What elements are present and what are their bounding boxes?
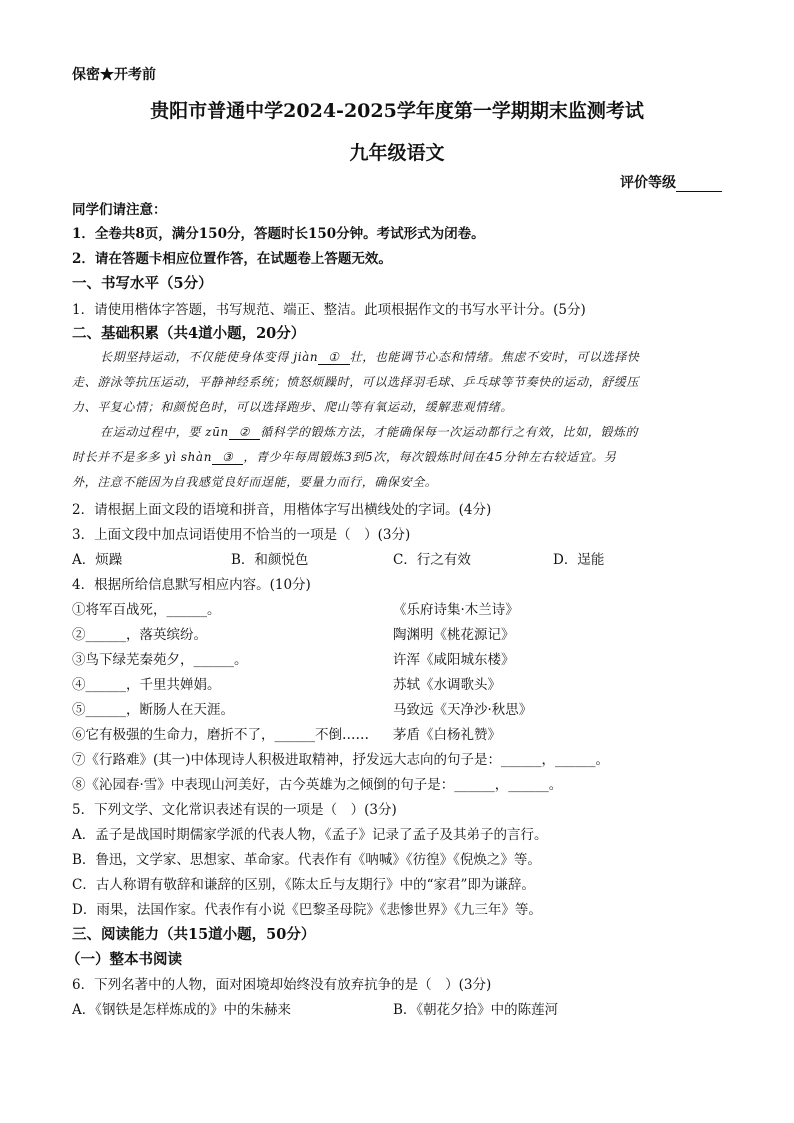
q5-option-c: C．古人称谓有敬辞和谦辞的区别，《陈太丘与友期行》中的“家君”即为谦辞。 <box>72 877 535 893</box>
grade-blank <box>676 177 722 192</box>
question-6: 6．下列名著中的人物，面对困境却始终没有放弃抗争的是（ ）(3分) <box>72 977 492 993</box>
q6-option-b: B．《朝花夕拾》中的陈莲河 <box>393 1002 559 1018</box>
question-5: 5．下列文学、文化常识表述有误的一项是（ ）(3分) <box>72 802 397 818</box>
q4-item-4-source: 苏轼《水调歌头》 <box>393 677 501 693</box>
section3-heading: 三、阅读能力（共15道小题，50分） <box>72 926 316 943</box>
exam-title: 贵阳市普通中学2024-2025学年度第一学期期末监测考试 <box>150 100 644 122</box>
confidential-label: 保密★开考前 <box>72 67 156 83</box>
q4-item-2-source: 陶渊明《桃花源记》 <box>393 627 515 643</box>
section1-heading: 一、书写水平（5分） <box>72 275 213 292</box>
passage-line: 长期坚持运动，不仅能使身体变得 jiàn ① 壮，也能调节心态和情绪。焦虑不安时，可以选择快 <box>100 350 640 364</box>
question-1: 1．请使用楷体字答题，书写规范、端正、整洁。此项根据作文的书写水平计分。(5分) <box>72 302 586 318</box>
question-4: 4．根据所给信息默写相应内容。(10分) <box>72 577 311 593</box>
q4-item-6-source: 茅盾《白杨礼赞》 <box>393 727 501 743</box>
q4-item-3-source: 许浑《咸阳城东楼》 <box>393 652 515 668</box>
q3-option-a: A．烦躁 <box>72 552 123 568</box>
q4-item-4: ④______，千里共婵娟。 <box>72 677 221 693</box>
q5-option-b: B．鲁迅，文学家、思想家、革命家。代表作有《呐喊》《彷徨》《倪焕之》等。 <box>72 852 541 868</box>
q4-item-5: ⑤______，断肠人在天涯。 <box>72 702 234 718</box>
notice-item-1: 1．全卷共8页，满分150分，答题时长150分钟。考试形式为闭卷。 <box>72 226 485 242</box>
passage-line: 在运动过程中，要 zūn ② 循科学的锻炼方法，才能确保每一次运动都行之有效，比如，锻炼的 <box>100 425 639 439</box>
passage-blank-3: ③ <box>212 450 243 465</box>
q4-item-8: ⑧《沁园春·雪》中表现山河美好，古今英雄为之倾倒的句子是：______，______。 <box>72 777 563 793</box>
q4-item-3: ③鸟下绿芜秦苑夕，______。 <box>72 652 248 668</box>
grade-label: 评价等级 <box>620 175 676 191</box>
passage-line: 走、游泳等抗压运动，平静神经系统；愤怒烦躁时，可以选择羽毛球、乒乓球等节奏快的运动，舒缓压 <box>72 375 640 389</box>
passage-line: 外，注意不能因为自我感觉良好而逞能，要量力而行，确保安全。 <box>72 475 438 489</box>
q4-item-2: ②______，落英缤纷。 <box>72 627 207 643</box>
notice-item-2: 2．请在答题卡相应位置作答，在试题卷上答题无效。 <box>72 251 392 267</box>
q4-item-1: ①将军百战死，______。 <box>72 602 221 618</box>
notice-heading: 同学们请注意： <box>72 202 167 218</box>
passage-blank-1: ① <box>318 350 349 365</box>
section3-sub1-heading: （一）整本书阅读 <box>66 951 182 968</box>
q3-option-c: C．行之有效 <box>393 552 471 568</box>
q6-option-a: A．《钢铁是怎样炼成的》中的朱赫来 <box>72 1002 291 1018</box>
q3-option-b: B．和颜悦色 <box>231 552 309 568</box>
q4-item-6: ⑥它有极强的生命力，磨折不了，______不倒…… <box>72 727 369 743</box>
q4-item-1-source: 《乐府诗集·木兰诗》 <box>393 602 519 618</box>
passage-blank-2: ② <box>229 425 260 440</box>
q5-option-a: A．孟子是战国时期儒家学派的代表人物，《孟子》记录了孟子及其弟子的言行。 <box>72 827 548 843</box>
q5-option-d: D．雨果，法国作家。代表作有小说《巴黎圣母院》《悲惨世界》《九三年》等。 <box>72 902 542 918</box>
question-2: 2．请根据上面文段的语境和拼音，用楷体字写出横线处的字词。(4分) <box>72 502 492 518</box>
q3-option-d: D．逞能 <box>553 552 605 568</box>
q4-item-7: ⑦《行路难》(其一)中体现诗人积极进取精神，抒发远大志向的句子是：______，______。 <box>72 752 610 768</box>
passage-line: 力、平复心情；和颜悦色时，可以选择跑步、爬山等有氧运动，缓解悲观情绪。 <box>72 400 514 414</box>
q4-item-5-source: 马致远《天净沙·秋思》 <box>393 702 533 718</box>
passage-line: 时长并不是多多 yì shàn ③ ，青少年每周锻炼3到5次，每次锻炼时间在45分钟左右较适宜。另 <box>72 450 617 464</box>
exam-subtitle: 九年级语文 <box>349 142 445 164</box>
question-3: 3．上面文段中加点词语使用不恰当的一项是（ ）(3分) <box>72 527 411 543</box>
section2-heading: 二、基础积累（共4道小题，20分） <box>72 325 306 342</box>
grade-field <box>620 172 722 192</box>
